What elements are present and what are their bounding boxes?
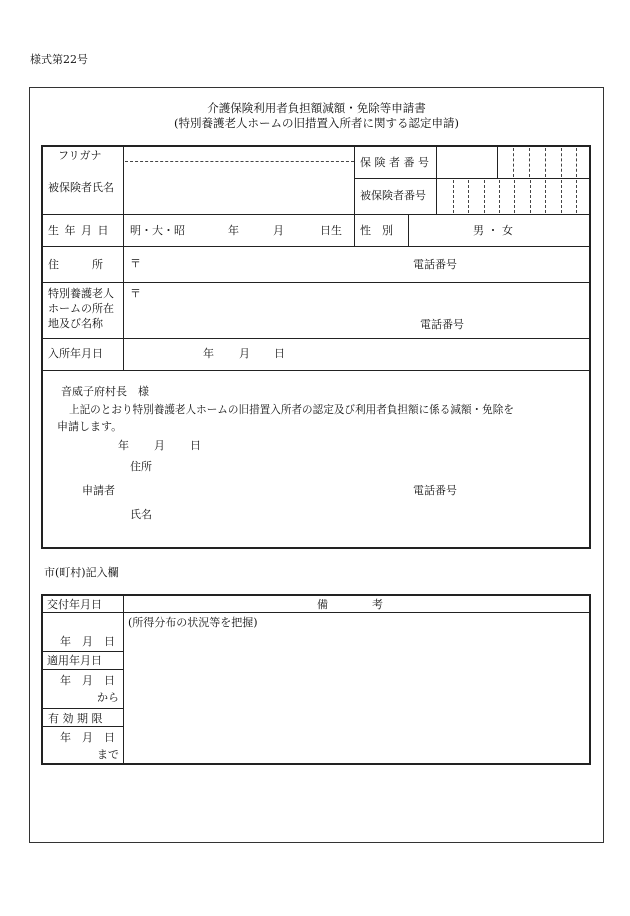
birth-month-label: 月 xyxy=(273,224,284,237)
insurer-number-field[interactable] xyxy=(438,147,588,177)
admission-year-label: 年 xyxy=(203,347,214,360)
declaration-month-label: 月 xyxy=(154,439,165,452)
apply-date-label: 適用年月日 xyxy=(47,654,102,667)
declaration-day-label: 日 xyxy=(190,439,201,452)
address-field[interactable] xyxy=(142,249,402,279)
form-number: 様式第22号 xyxy=(30,53,88,66)
furigana-field[interactable] xyxy=(125,147,353,160)
validity-ymd: 年 月 日 xyxy=(60,731,115,744)
remarks-field[interactable] xyxy=(126,632,586,760)
facility-label-line1: 特別養護老人 xyxy=(48,287,114,300)
address-phone-label: 電話番号 xyxy=(413,258,457,271)
facility-label-line2: ホームの所在 xyxy=(48,302,114,315)
declaration-line1: 上記のとおり特別養護老人ホームの旧措置入所者の認定及び利用者負担額に係る減額・免除を xyxy=(69,404,514,416)
facility-phone-label: 電話番号 xyxy=(420,318,464,331)
postal-mark: 〒 xyxy=(130,257,141,270)
facility-postal-mark: 〒 xyxy=(130,287,141,300)
applicant-name-label: 氏名 xyxy=(130,508,152,521)
admission-day-label: 日 xyxy=(274,347,285,360)
sex-options[interactable]: 男 ・ 女 xyxy=(473,224,513,237)
declaration-line2: 申請します。 xyxy=(57,420,123,433)
applicant-phone-label: 電話番号 xyxy=(413,484,457,497)
insured-name-label: 被保険者氏名 xyxy=(48,181,114,194)
apply-date-ymd: 年 月 日 xyxy=(60,674,115,687)
birth-era-options[interactable]: 明・大・昭 xyxy=(130,224,185,237)
validity-label: 有 効 期 限 xyxy=(48,712,103,725)
issue-date-ymd: 年 月 日 xyxy=(60,635,115,648)
applicant-address-label: 住所 xyxy=(130,460,152,473)
insurer-number-label: 保 険 者 番 号 xyxy=(360,156,429,169)
until-label: まで xyxy=(97,748,119,761)
from-label: から xyxy=(97,691,119,704)
issue-date-label: 交付年月日 xyxy=(47,598,102,611)
addressee: 音威子府村長 様 xyxy=(61,385,149,398)
applicant-address-field[interactable] xyxy=(160,456,580,474)
insured-number-label: 被保険者番号 xyxy=(360,189,426,202)
form-subtitle: (特別養護老人ホームの旧措置入所者に関する認定申請) xyxy=(174,116,459,130)
sex-label: 性 別 xyxy=(360,224,393,237)
applicant-label: 申請者 xyxy=(82,484,115,497)
remarks-label: 備 考 xyxy=(317,598,383,611)
facility-label-line3: 地及び名称 xyxy=(48,317,103,330)
address-phone-field[interactable] xyxy=(470,249,585,279)
birth-year-label: 年 xyxy=(228,224,239,237)
office-section-heading: 市(町村)記入欄 xyxy=(44,566,119,579)
birth-date-label: 生 年 月 日 xyxy=(48,224,110,237)
applicant-name-field[interactable] xyxy=(160,504,400,522)
furigana-label: フリガナ xyxy=(58,149,102,162)
admission-month-label: 月 xyxy=(239,347,250,360)
facility-field[interactable] xyxy=(142,285,582,315)
declaration-year-label: 年 xyxy=(118,439,129,452)
address-label: 住 所 xyxy=(48,258,103,271)
birth-day-label: 日生 xyxy=(320,224,342,237)
insured-name-field[interactable] xyxy=(125,163,353,213)
remarks-note: (所得分布の状況等を把握) xyxy=(128,616,258,629)
insured-number-field[interactable] xyxy=(438,180,588,213)
admission-date-label: 入所年月日 xyxy=(48,347,103,360)
form-title: 介護保険利用者負担額減額・免除等申請書 xyxy=(207,101,426,115)
